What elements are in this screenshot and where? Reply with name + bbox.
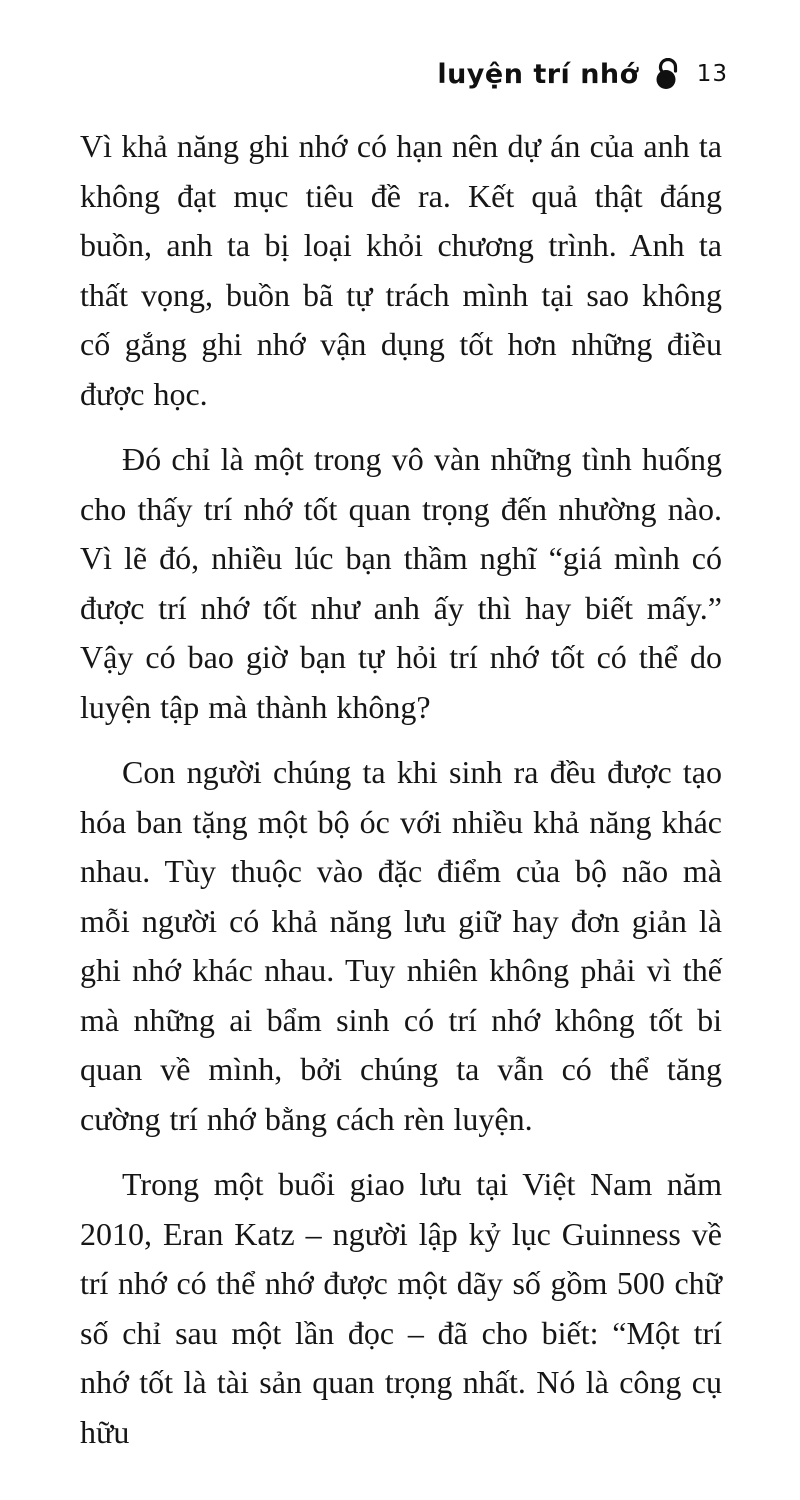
running-title: luyện trí nhớ: [437, 58, 639, 90]
page-header: [437, 58, 728, 90]
page-number: 13: [696, 61, 728, 87]
open-padlock-icon: [655, 58, 681, 90]
paragraph-4: Trong một buổi giao lưu tại Việt Nam năm 2010, Eran Katz – người lập kỷ lục Guinness về trí nhớ có thể nhớ được một dãy số gồm 500 chữ số chỉ sau một lần đọc – đã cho biết: “Một trí nhớ tốt là tài sản quan trọng nhất. Nó là công cụ hữu: [80, 1166, 722, 1450]
paragraph-1: Vì khả năng ghi nhớ có hạn nên dự án của anh ta không đạt mục tiêu đề ra. Kết quả thật đáng buồn, anh ta bị loại khỏi chương trình. Anh ta thất vọng, buồn bã tự trách mình tại sao không cố gắng ghi nhớ vận dụng tốt hơn những điều được học.: [80, 128, 722, 412]
paragraph-2: Đó chỉ là một trong vô vàn những tình huống cho thấy trí nhớ tốt quan trọng đến nhường nào. Vì lẽ đó, nhiều lúc bạn thầm nghĩ “giá mình có được trí nhớ tốt như anh ấy thì hay biết mấy.” Vậy có bao giờ bạn tự hỏi trí nhớ tốt có thể do luyện tập mà thành không?: [80, 441, 722, 725]
paragraph-3: Con người chúng ta khi sinh ra đều được tạo hóa ban tặng một bộ óc với nhiều khả năng khác nhau. Tùy thuộc vào đặc điểm của bộ não mà mỗi người có khả năng lưu giữ hay đơn giản là ghi nhớ khác nhau. Tuy nhiên không phải vì thế mà những ai bẩm sinh có trí nhớ không tốt bi quan về mình, bởi chúng ta vẫn có thể tăng cường trí nhớ bằng cách rèn luyện.: [80, 754, 722, 1137]
page-body: [80, 122, 722, 1473]
